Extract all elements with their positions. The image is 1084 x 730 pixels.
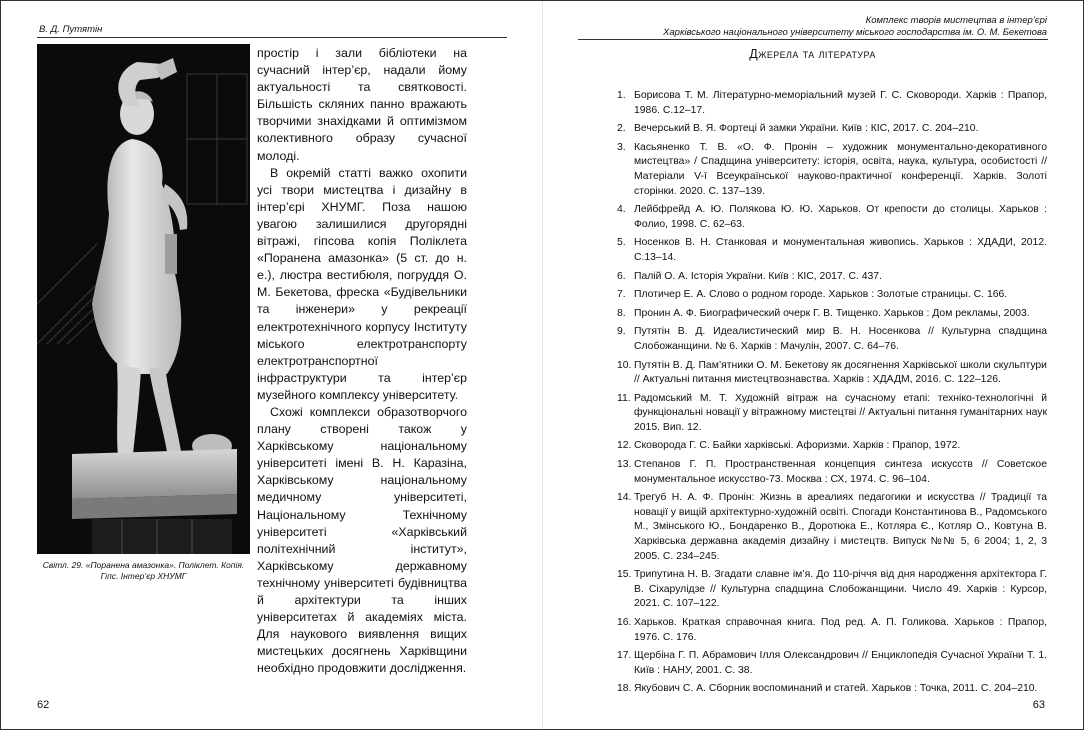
- reference-item: [617, 141, 1047, 199]
- reference-item: [617, 236, 1047, 265]
- reference-number: 18.: [617, 683, 632, 695]
- reference-number: 14.: [617, 492, 632, 504]
- reference-item: [617, 89, 1047, 118]
- reference-text: Путятін В. Д. Идеалистический мир В. Н. Носенкова // Культурна спадщина Слобожанщини. № 6. Харків : Мачулін, 2007. С. 64–76.: [634, 326, 1047, 352]
- body-text: [257, 45, 467, 677]
- reference-item: [617, 359, 1047, 388]
- reference-text: Борисова Т. М. Літературно-меморіальний музей Г. С. Сковороди. Харків : Прапор, 1986. С.12–17.: [634, 90, 1047, 116]
- reference-text: Трегуб Н. А. Ф. Пронін: Жизнь в ареалиях педагогики и искусства // Традиції та новації у вищій архітектурно-художній освіті. Спогади Константинова В., Радомського М., Змінського Ю., Бондаренко В., Доротюка Е., Котляра Є., Котляр О., Ковтуна В. Харківська державна академія дизайну і мистецтв. Випуск №№ 5, 6 2004; 1, 2, 3 2005. С. 234–245.: [634, 492, 1047, 562]
- left-page: [1, 1, 542, 729]
- reference-text: Харьков. Краткая справочная книга. Под ред. А. П. Голикова. Харьков : Прапор, 1976. С. 176.: [634, 617, 1047, 643]
- reference-number: 5.: [617, 237, 626, 249]
- reference-text: Лейбфрейд А. Ю. Полякова Ю. Ю. Харьков. От крепости до столицы. Харьков : Фолио, 1998. С. 62–63.: [634, 204, 1047, 230]
- reference-number: 13.: [617, 459, 632, 471]
- running-head-title: [567, 15, 1047, 39]
- reference-text: Якубович С. А. Сборник воспоминаний и статей. Харьков : Точка, 2011. С. 204–210.: [634, 683, 1038, 695]
- reference-item: [617, 491, 1047, 564]
- reference-item: [617, 458, 1047, 487]
- reference-text: Пронин А. Ф. Биографический очерк Г. В. Тищенко. Харьков : Дом рекламы, 2003.: [634, 307, 1030, 319]
- reference-text: Трипутина Н. В. Згадати славне ім’я. До 110-річчя від дня народження архітектора Г. В. Сіхарулідзе // Культурна спадщина Слобожанщини. Число 49. Харків : Курсор, 2021. С. 107–122.: [634, 569, 1047, 610]
- reference-item: [617, 682, 1047, 697]
- reference-number: 2.: [617, 123, 626, 135]
- reference-item: [617, 325, 1047, 354]
- reference-number: 17.: [617, 650, 632, 662]
- reference-list: [617, 89, 1047, 701]
- section-title: Джерела та література: [749, 47, 876, 61]
- reference-number: 4.: [617, 204, 626, 216]
- reference-item: [617, 203, 1047, 232]
- reference-text: Палій О. А. Історія України. Київ : КІС, 2017. С. 437.: [634, 270, 882, 282]
- reference-number: 12.: [617, 440, 632, 452]
- reference-number: 15.: [617, 569, 632, 581]
- photo-caption: Світл. 29. «Поранена амазонка». Поліклет. Копія. Гіпс. Інтер’єр ХНУМГ: [42, 560, 245, 581]
- reference-number: 7.: [617, 289, 626, 301]
- reference-item: [617, 649, 1047, 678]
- reference-text: Радомський М. Т. Художній вітраж на сучасному етапі: техніко-технологічні й функціональні новації у вітражному мистецтві // Актуальні питання гуманітарних наук 2015. Вип. 12.: [634, 392, 1047, 433]
- paragraph: В окремій статті важко охопити усі твори мистецтва і дизайну в інтер’єрі ХНУМГ. Поза нашою увагою залишилися другорядні вітражі, гіпсова копія Поліклета «Поранена амазонка» (5 ст. до н. е.), люстра вестибюля, погруддя О. М. Бекетова, фреска «Будівельники та інженери» у рекреації електротехнічного корпусу Інституту міського електротранспорту електротранспортної інфраструктури та інтер’єр музейного комплексу університету.: [257, 165, 467, 402]
- page-number-left: 62: [37, 699, 50, 711]
- reference-text: Степанов Г. П. Пространственная концепция синтеза искусств // Советское монументальное искусство-73. Москва : СХ, 1974. С. 96–104.: [634, 459, 1047, 485]
- header-rule: [578, 39, 1048, 40]
- running-head-line-2: Харківського національного університету міського господарства ім. О. М. Бекетова: [663, 27, 1047, 38]
- reference-item: [617, 270, 1047, 285]
- statue-photo: [37, 44, 250, 554]
- reference-number: 10.: [617, 359, 632, 371]
- paragraph: Схожі комплекси образотворчого плану створені також у Харківському національному університеті імені В. Н. Каразіна, Харківському національному медичному університеті, Національному Технічному університеті «Харківський політехнічний інститут», Харківському державному технічному університеті будівництва й архітектури та інших університетах й академіях міста. Для наукового виявлення вищих мистецьких досягнень Харківщини необхідно продовжити дослідження.: [257, 404, 467, 676]
- header-rule: [37, 37, 507, 38]
- reference-number: 6.: [617, 270, 626, 282]
- right-page: [542, 1, 1083, 729]
- reference-number: 16.: [617, 617, 632, 628]
- reference-text: Сковорода Г. С. Байки харківські. Афоризми. Харків : Прапор, 1972.: [634, 440, 961, 452]
- reference-number: 3.: [617, 141, 626, 153]
- reference-item: [617, 307, 1047, 322]
- reference-text: Вечерський В. Я. Фортеці й замки України. Київ : КІС, 2017. С. 204–210.: [634, 123, 979, 135]
- reference-text: Касьяненко Т. В. «О. Ф. Пронін – художник монументально-декоративного мистецтва» / Спадщина університету: історія, освіта, наука, культура, особистості // Матеріали V-ї Всеукраїнської науково-практичної конференції. Харків. Золоті сторінки. 2020. С. 137–139.: [634, 141, 1047, 197]
- reference-number: 8.: [617, 307, 626, 319]
- reference-item: [617, 568, 1047, 612]
- reference-item: [617, 439, 1047, 454]
- wounded-amazon-statue-image: [37, 44, 250, 554]
- page-number-right: 63: [1032, 699, 1045, 711]
- reference-text: Путятін В. Д. Пам’ятники О. М. Бекетову як досягнення Харківської школи скульптури // Актуальні питання мистецтвознавства. Харків : ХДАДМ, 2016. С. 122–126.: [634, 359, 1047, 386]
- reference-number: 11.: [617, 392, 631, 404]
- reference-number: 1.: [617, 90, 626, 101]
- reference-text: Плотичер Е. А. Слово о родном городе. Харьков : Золотые страницы. С. 166.: [634, 289, 1008, 301]
- running-head-line-1: Комплекс творів мистецтва в інтер’єрі: [865, 15, 1047, 26]
- reference-item: [617, 288, 1047, 303]
- reference-text: Носенков В. Н. Станковая и монументальная живопись. Харьков : ХДАДИ, 2012. С.13–14.: [634, 237, 1047, 263]
- reference-number: 9.: [617, 326, 626, 338]
- paragraph: простір і зали бібліотеки на сучасний інтер’єр, надали йому актуальності та святковості. Більшість скляних панно вражають творчими знахідками й оптимізмом колективного образу сучасної молоді.: [257, 46, 467, 163]
- reference-text: Щербіна Г. П. Абрамович Ілля Олександрович // Енциклопедія Сучасної України Т. 1. Київ : НАНУ, 2001. С. 38.: [634, 650, 1047, 676]
- running-head-author: В. Д. Путятін: [39, 24, 103, 35]
- reference-item: [617, 122, 1047, 137]
- reference-item: [617, 616, 1047, 645]
- reference-item: [617, 392, 1047, 436]
